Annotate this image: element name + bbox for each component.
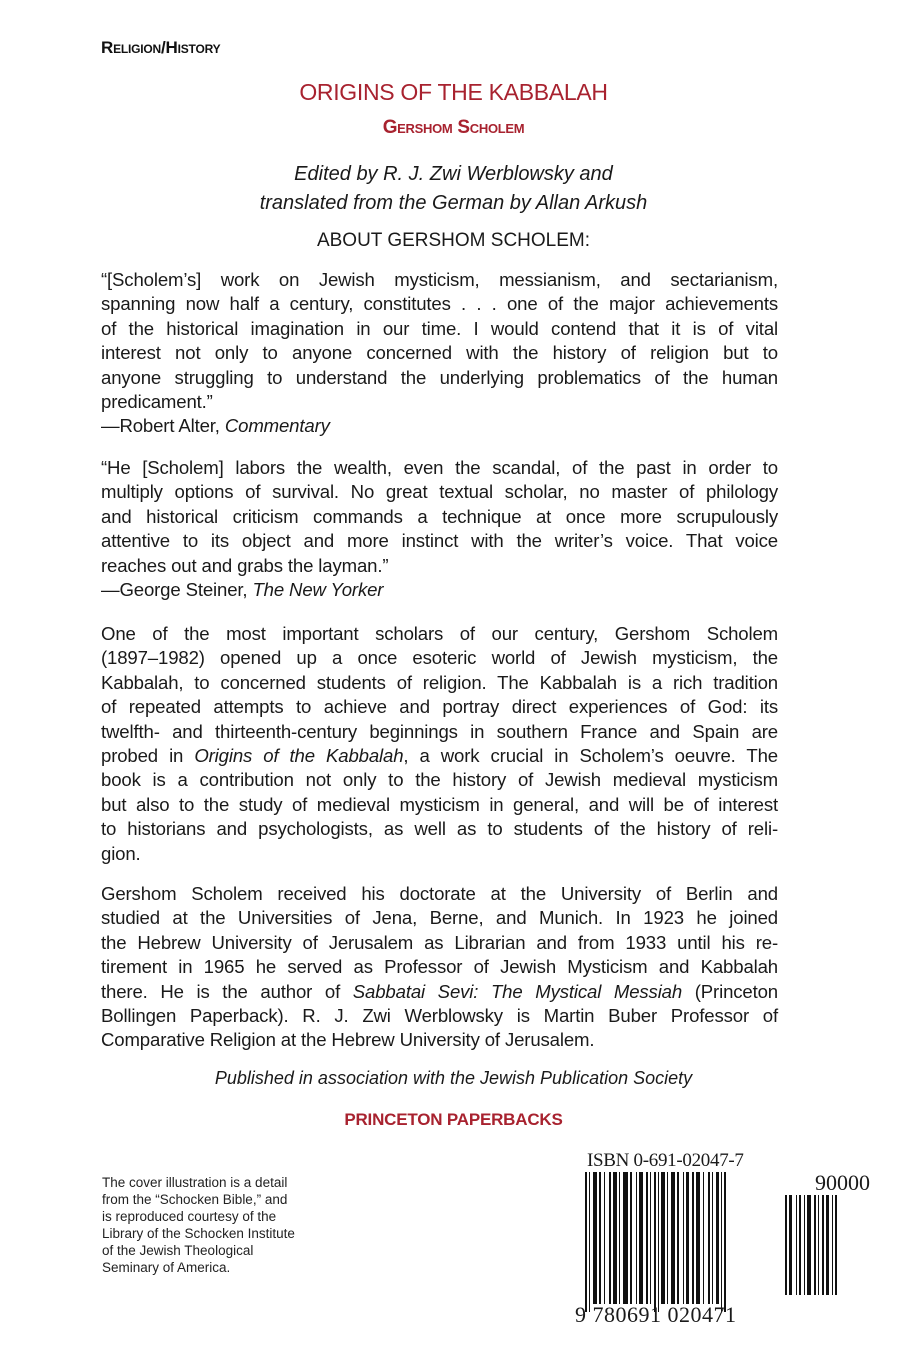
text-line: multiply options of survival. No great textual scholar, no master of philology <box>101 481 778 503</box>
publication-association: Published in association with the Jewish Publication Society <box>214 1068 693 1088</box>
text-fragment: there. He is the author of <box>101 980 353 1002</box>
note-line: of the Jewish Theological <box>102 1243 254 1258</box>
text-fragment: (Princeton <box>682 980 778 1002</box>
text-line: Kabbalah, to concerned students of religion. The Kabbalah is a rich tradition <box>101 671 778 693</box>
text-line: but also to the study of medieval mysticism in general, and will be of interest <box>101 793 778 815</box>
barcode-bars-icon <box>585 1172 726 1304</box>
text-line: predicament.” <box>101 391 213 413</box>
text-fragment: probed in <box>101 745 195 767</box>
note-line: is reproduced courtesy of the <box>102 1209 277 1224</box>
author-name: Gershom Scholem <box>382 117 525 138</box>
category-label: Religion/History <box>101 38 221 57</box>
text-line: gion. <box>101 842 141 864</box>
text-line: One of the most important scholars of our century, Gershom Scholem <box>101 623 778 644</box>
addon-bars-icon <box>785 1195 837 1295</box>
text-line: attentive to its object and more instinct with the writer’s voice. That voice <box>101 530 778 552</box>
text-line: twelfth- and thirteenth-century beginnings in southern France and Spain are <box>101 720 778 742</box>
ean-number: 9 780691 020471 <box>575 1302 737 1327</box>
quote-alter <box>101 268 778 439</box>
book-title: ORIGINS OF THE KABBALAH <box>299 79 608 105</box>
text-line: to historians and psychologists, as well as to students of the history of reli- <box>101 818 778 840</box>
price-addon-number: 90000 <box>815 1170 870 1195</box>
text-line: book is a contribution not only to the history of Jewish medieval mysticism <box>101 769 778 791</box>
text-line: the Hebrew University of Jerusalem as Librarian and from 1933 until his re- <box>101 931 778 953</box>
book-description <box>101 622 778 866</box>
text-fragment: , a work crucial in Scholem’s oeuvre. The <box>403 745 778 767</box>
text-line: Bollingen Paperback). R. J. Zwi Werblowsky is Martin Buber Professor of <box>101 1005 778 1027</box>
attribution-name: —George Steiner, <box>101 579 253 601</box>
text-line: “He [Scholem] labors the wealth, even the scandal, of the past in order to <box>101 457 778 478</box>
isbn-barcode <box>575 1150 895 1350</box>
isbn-number: ISBN 0-691-02047-7 <box>587 1150 744 1171</box>
text-line: reaches out and grabs the layman.” <box>101 554 389 576</box>
author-bio <box>101 882 778 1053</box>
cover-illustration-note <box>102 1174 295 1276</box>
text-line: anyone struggling to understand the underlying problematics of the human <box>101 366 778 388</box>
text-line: Comparative Religion at the Hebrew University of Jerusalem. <box>101 1029 595 1051</box>
text-line: and historical criticism commands a technique at once more scrupulously <box>101 505 778 527</box>
text-line <box>101 744 778 768</box>
quote-attribution <box>101 414 778 438</box>
imprint-name: PRINCETON PAPERBACKS <box>344 1110 563 1129</box>
attribution-source: The New Yorker <box>252 579 384 601</box>
quote-steiner <box>101 456 778 602</box>
about-heading: ABOUT GERSHOM SCHOLEM: <box>316 230 591 251</box>
credits <box>0 160 907 218</box>
attribution-name: —Robert Alter, <box>101 415 225 437</box>
quote-attribution <box>101 578 778 602</box>
text-line: studied at the Universities of Jena, Berne, and Munich. In 1923 he joined <box>101 907 778 929</box>
text-line: of repeated attempts to achieve and portray direct experiences of God: its <box>101 696 778 718</box>
text-line: interest not only to anyone concerned with the history of religion but to <box>101 342 778 364</box>
credits-line: Edited by R. J. Zwi Werblowsky and <box>294 163 613 185</box>
text-line: tirement in 1965 he served as Professor of Jewish Mysticism and Kabbalah <box>101 956 778 978</box>
book-title-italic: Sabbatai Sevi: The Mystical Messiah <box>352 980 683 1002</box>
credits-line: translated from the German by Allan Arkush <box>259 192 648 214</box>
text-line <box>101 980 778 1004</box>
book-title-italic: Origins of the Kabbalah <box>194 745 404 767</box>
text-line: spanning now half a century, constitutes . . . one of the major achievements <box>101 293 778 315</box>
note-line: from the “Schocken Bible,” and <box>102 1192 288 1207</box>
note-line: The cover illustration is a detail <box>102 1175 288 1190</box>
attribution-source: Commentary <box>224 415 330 437</box>
note-line: Library of the Schocken Institute <box>102 1226 295 1241</box>
text-line: of the historical imagination in our time. I would contend that it is of vital <box>101 317 778 339</box>
text-line: “[Scholem’s] work on Jewish mysticism, messianism, and sectarianism, <box>101 269 778 290</box>
text-line: (1897–1982) opened up a once esoteric world of Jewish mysticism, the <box>101 647 778 669</box>
text-line: Gershom Scholem received his doctorate at the University of Berlin and <box>101 883 778 904</box>
note-line: Seminary of America. <box>102 1260 231 1275</box>
